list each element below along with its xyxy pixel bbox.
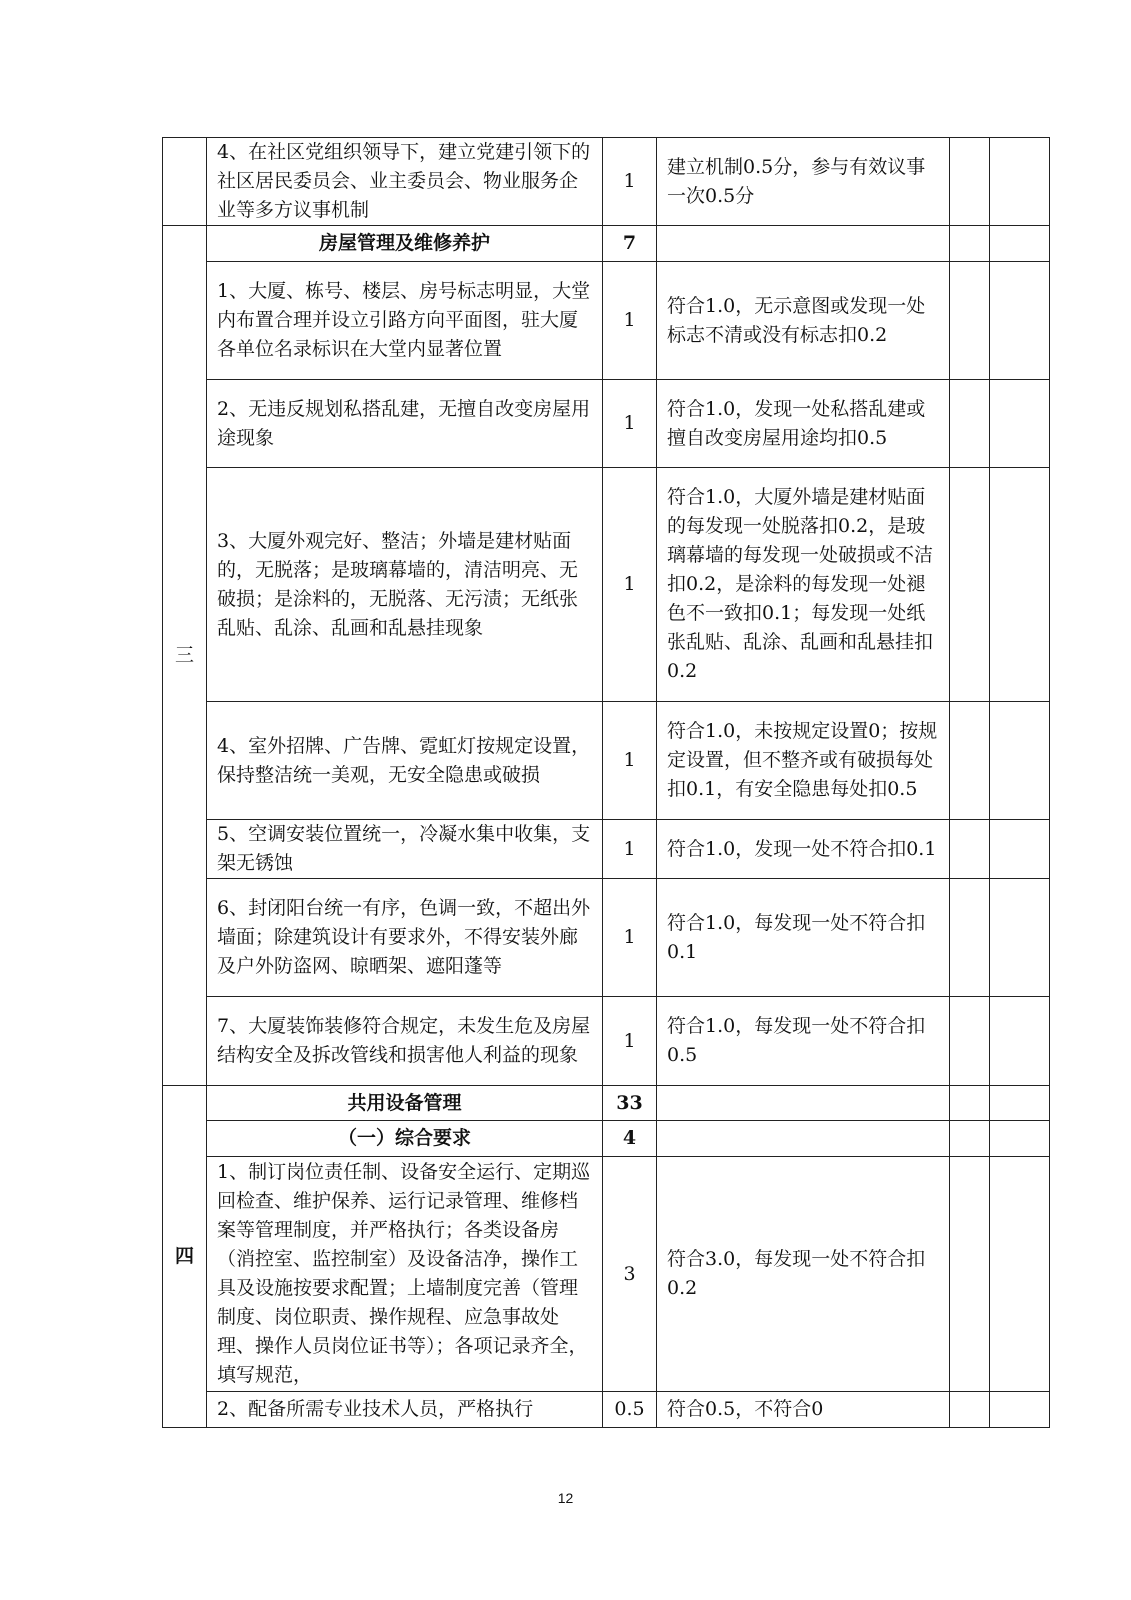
scoring-standard: 符合1.0，未按规定设置0；按规定设置，但不整齐或有破损每处扣0.1，有安全隐患每处扣0.5 xyxy=(657,702,950,820)
item-text: 2、配备所需专业技术人员，严格执行 xyxy=(207,1392,603,1428)
item-score: 1 xyxy=(603,380,657,468)
page-number: 12 xyxy=(557,1490,574,1506)
blank-cell xyxy=(950,262,990,380)
item-text: 4、室外招牌、广告牌、霓虹灯按规定设置，保持整洁统一美观，无安全隐患或破损 xyxy=(207,702,603,820)
scoring-standard xyxy=(657,1086,950,1121)
blank-cell xyxy=(990,820,1050,879)
scoring-standard: 建立机制0.5分，参与有效议事一次0.5分 xyxy=(657,138,950,226)
item-score: 3 xyxy=(603,1157,657,1392)
section-number: 四 xyxy=(163,1086,207,1428)
table-row xyxy=(163,468,1050,702)
blank-cell xyxy=(990,997,1050,1086)
section-heading: 共用设备管理 xyxy=(207,1086,603,1121)
section-number xyxy=(163,138,207,226)
table-row xyxy=(163,1157,1050,1392)
item-score: 1 xyxy=(603,138,657,226)
blank-cell xyxy=(950,226,990,262)
item-score: 1 xyxy=(603,997,657,1086)
table-row xyxy=(163,997,1050,1086)
item-score: 0.5 xyxy=(603,1392,657,1428)
blank-cell xyxy=(990,226,1050,262)
blank-cell xyxy=(990,1086,1050,1121)
table-row xyxy=(163,1121,1050,1157)
blank-cell xyxy=(990,879,1050,997)
item-score: 1 xyxy=(603,702,657,820)
blank-cell xyxy=(950,997,990,1086)
blank-cell xyxy=(950,820,990,879)
scoring-standard: 符合0.5，不符合0 xyxy=(657,1392,950,1428)
blank-cell xyxy=(950,468,990,702)
blank-cell xyxy=(950,138,990,226)
blank-cell xyxy=(990,702,1050,820)
item-text: 3、大厦外观完好、整洁；外墙是建材贴面的，无脱落；是玻璃幕墙的，清洁明亮、无破损；是涂料的，无脱落、无污渍；无纸张乱贴、乱涂、乱画和乱悬挂现象 xyxy=(207,468,603,702)
blank-cell xyxy=(990,1121,1050,1157)
blank-cell xyxy=(950,380,990,468)
table-row xyxy=(163,262,1050,380)
scoring-standard: 符合1.0，每发现一处不符合扣0.5 xyxy=(657,997,950,1086)
blank-cell xyxy=(950,879,990,997)
blank-cell xyxy=(990,468,1050,702)
blank-cell xyxy=(990,262,1050,380)
item-score: 1 xyxy=(603,262,657,380)
subsection-score: 4 xyxy=(603,1121,657,1157)
item-score: 1 xyxy=(603,879,657,997)
table-row xyxy=(163,380,1050,468)
item-text: 4、在社区党组织领导下，建立党建引领下的社区居民委员会、业主委员会、物业服务企业等多方议事机制 xyxy=(207,138,603,226)
table-row xyxy=(163,1086,1050,1121)
table-row xyxy=(163,820,1050,879)
scoring-standard: 符合3.0，每发现一处不符合扣0.2 xyxy=(657,1157,950,1392)
item-text: 1、大厦、栋号、楼层、房号标志明显，大堂内布置合理并设立引路方向平面图，驻大厦各单位名录标识在大堂内显著位置 xyxy=(207,262,603,380)
scoring-standard xyxy=(657,226,950,262)
blank-cell xyxy=(950,1392,990,1428)
assessment-table xyxy=(162,137,1050,1428)
subsection-heading: （一）综合要求 xyxy=(207,1121,603,1157)
scoring-standard: 符合1.0，发现一处私搭乱建或擅自改变房屋用途均扣0.5 xyxy=(657,380,950,468)
scoring-standard: 符合1.0，发现一处不符合扣0.1 xyxy=(657,820,950,879)
table-row xyxy=(163,226,1050,262)
blank-cell xyxy=(950,1157,990,1392)
blank-cell xyxy=(950,702,990,820)
table-row xyxy=(163,879,1050,997)
scoring-standard: 符合1.0，大厦外墙是建材贴面的每发现一处脱落扣0.2，是玻璃幕墙的每发现一处破损或不洁扣0.2，是涂料的每发现一处褪色不一致扣0.1；每发现一处纸张乱贴、乱涂、乱画和乱悬挂扣0.2 xyxy=(657,468,950,702)
item-score: 1 xyxy=(603,468,657,702)
table-row xyxy=(163,138,1050,226)
blank-cell xyxy=(990,380,1050,468)
scoring-standard xyxy=(657,1121,950,1157)
blank-cell xyxy=(950,1121,990,1157)
table-row xyxy=(163,702,1050,820)
item-text: 6、封闭阳台统一有序，色调一致，不超出外墙面；除建筑设计有要求外，不得安装外廊及户外防盗网、晾晒架、遮阳蓬等 xyxy=(207,879,603,997)
section-score: 33 xyxy=(603,1086,657,1121)
blank-cell xyxy=(950,1086,990,1121)
item-score: 1 xyxy=(603,820,657,879)
blank-cell xyxy=(990,1157,1050,1392)
blank-cell xyxy=(990,1392,1050,1428)
item-text: 7、大厦装饰装修符合规定，未发生危及房屋结构安全及拆改管线和损害他人利益的现象 xyxy=(207,997,603,1086)
scoring-standard: 符合1.0，每发现一处不符合扣0.1 xyxy=(657,879,950,997)
scoring-standard: 符合1.0，无示意图或发现一处标志不清或没有标志扣0.2 xyxy=(657,262,950,380)
section-number: 三 xyxy=(163,226,207,1086)
table-row xyxy=(163,1392,1050,1428)
item-text: 5、空调安装位置统一，冷凝水集中收集，支架无锈蚀 xyxy=(207,820,603,879)
blank-cell xyxy=(990,138,1050,226)
item-text: 2、无违反规划私搭乱建，无擅自改变房屋用途现象 xyxy=(207,380,603,468)
section-heading: 房屋管理及维修养护 xyxy=(207,226,603,262)
section-score: 7 xyxy=(603,226,657,262)
item-text: 1、制订岗位责任制、设备安全运行、定期巡回检查、维护保养、运行记录管理、维修档案等管理制度，并严格执行；各类设备房（消控室、监控制室）及设备洁净，操作工具及设施按要求配置；上墙制度完善（管理制度、岗位职责、操作规程、应急事故处理、操作人员岗位证书等）；各项记录齐全，填写规范， xyxy=(207,1157,603,1392)
